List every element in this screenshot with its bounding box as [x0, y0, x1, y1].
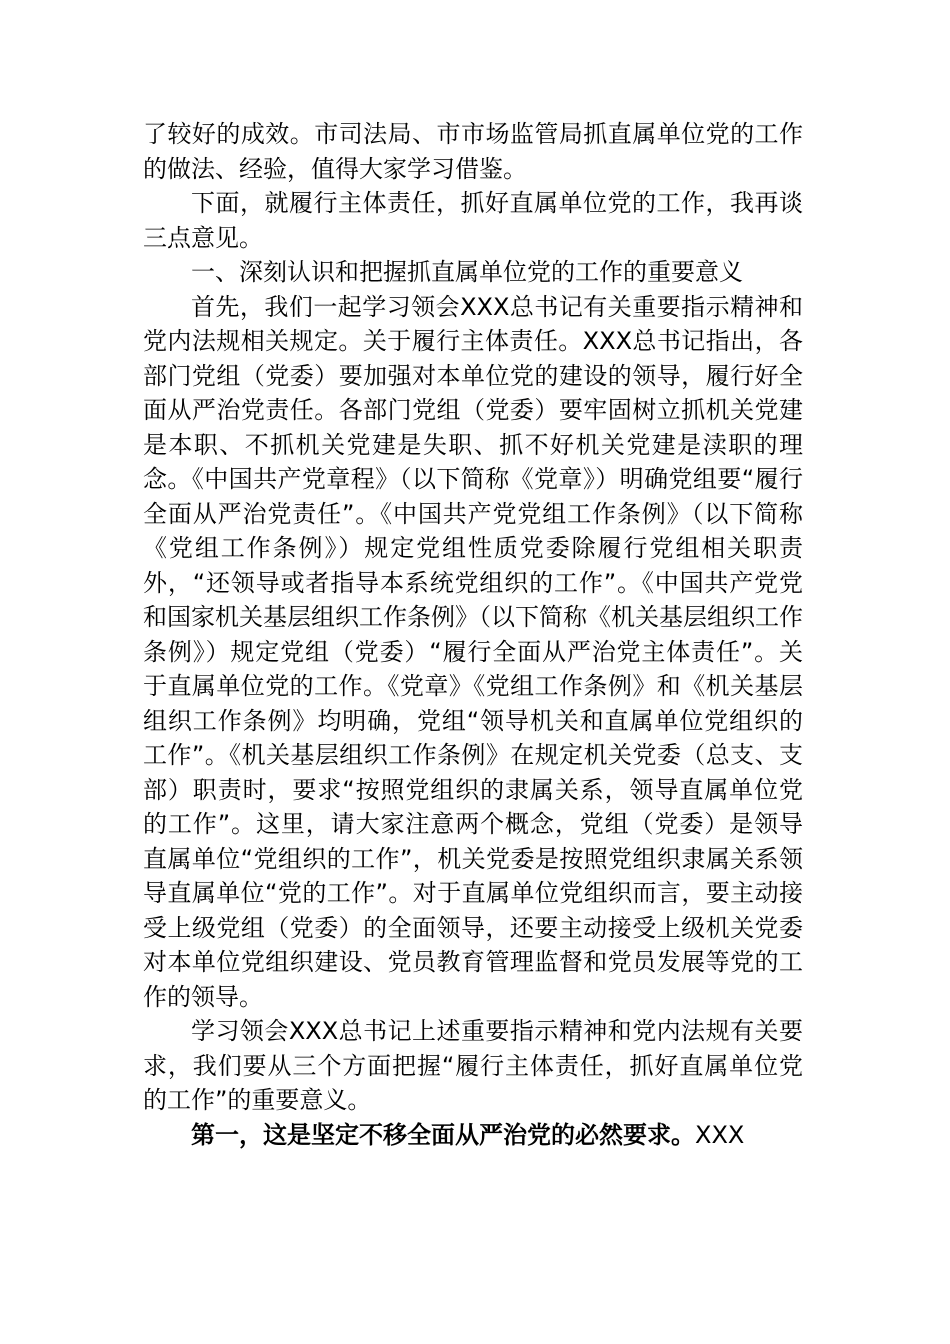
paragraph-intro: 下面，就履行主体责任，抓好直属单位党的工作，我再谈三点意见。 [143, 189, 803, 252]
first-point-text: XXX [695, 1120, 745, 1149]
section-heading-1: 一、深刻认识和把握抓直属单位党的工作的重要意义 [191, 258, 743, 286]
paragraph-summary: 学习领会XXX总书记上述重要指示精神和党内法规有关要求，我们要从三个方面把握“履行主体责任，抓好直属单位党的工作”的重要意义。 [143, 1017, 803, 1114]
document-body [143, 117, 803, 1152]
first-point-lead: 第一，这是坚定不移全面从严治党的必然要求。 [191, 1120, 695, 1149]
paragraph-first-point [143, 1118, 803, 1153]
paragraph-continuation: 了较好的成效。市司法局、市市场监管局抓直属单位党的工作的做法、经验，值得大家学习借鉴。 [143, 120, 803, 183]
paragraph-main: 首先，我们一起学习领会XXX总书记有关重要指示精神和党内法规相关规定。关于履行主体责任。XXX总书记指出，各部门党组（党委）要加强对本单位党的建设的领导，履行好全面从严治党责任。各部门党组（党委）要牢固树立抓机关党建是本职、不抓机关党建是失职、抓不好机关党建是渎职的理念。《中国共产党章程》（以下简称《党章》）明确党组要“履行全面从严治党责任”。《中国共产党党组工作条例》（以下简称《党组工作条例》）规定党组性质党委除履行党组相关职责外，“还领导或者指导本系统党组织的工作”。《中国共产党党和国家机关基层组织工作条例》（以下简称《机关基层组织工作条例》）规定党组（党委）“履行全面从严治党主体责任”。关于直属单位党的工作。《党章》《党组工作条例》和《机关基层组织工作条例》均明确，党组“领导机关和直属单位党组织的工作”。《机关基层组织工作条例》在规定机关党委（总支、支部）职责时，要求“按照党组织的隶属关系，领导直属单位党的工作”。这里，请大家注意两个概念，党组（党委）是领导直属单位“党组织的工作”，机关党委是按照党组织隶属关系领导直属单位“党的工作”。对于直属单位党组织而言，要主动接受上级党组（党委）的全面领导，还要主动接受上级机关党委对本单位党组织建设、党员教育管理监督和党员发展等党的工作的领导。 [143, 292, 803, 1011]
